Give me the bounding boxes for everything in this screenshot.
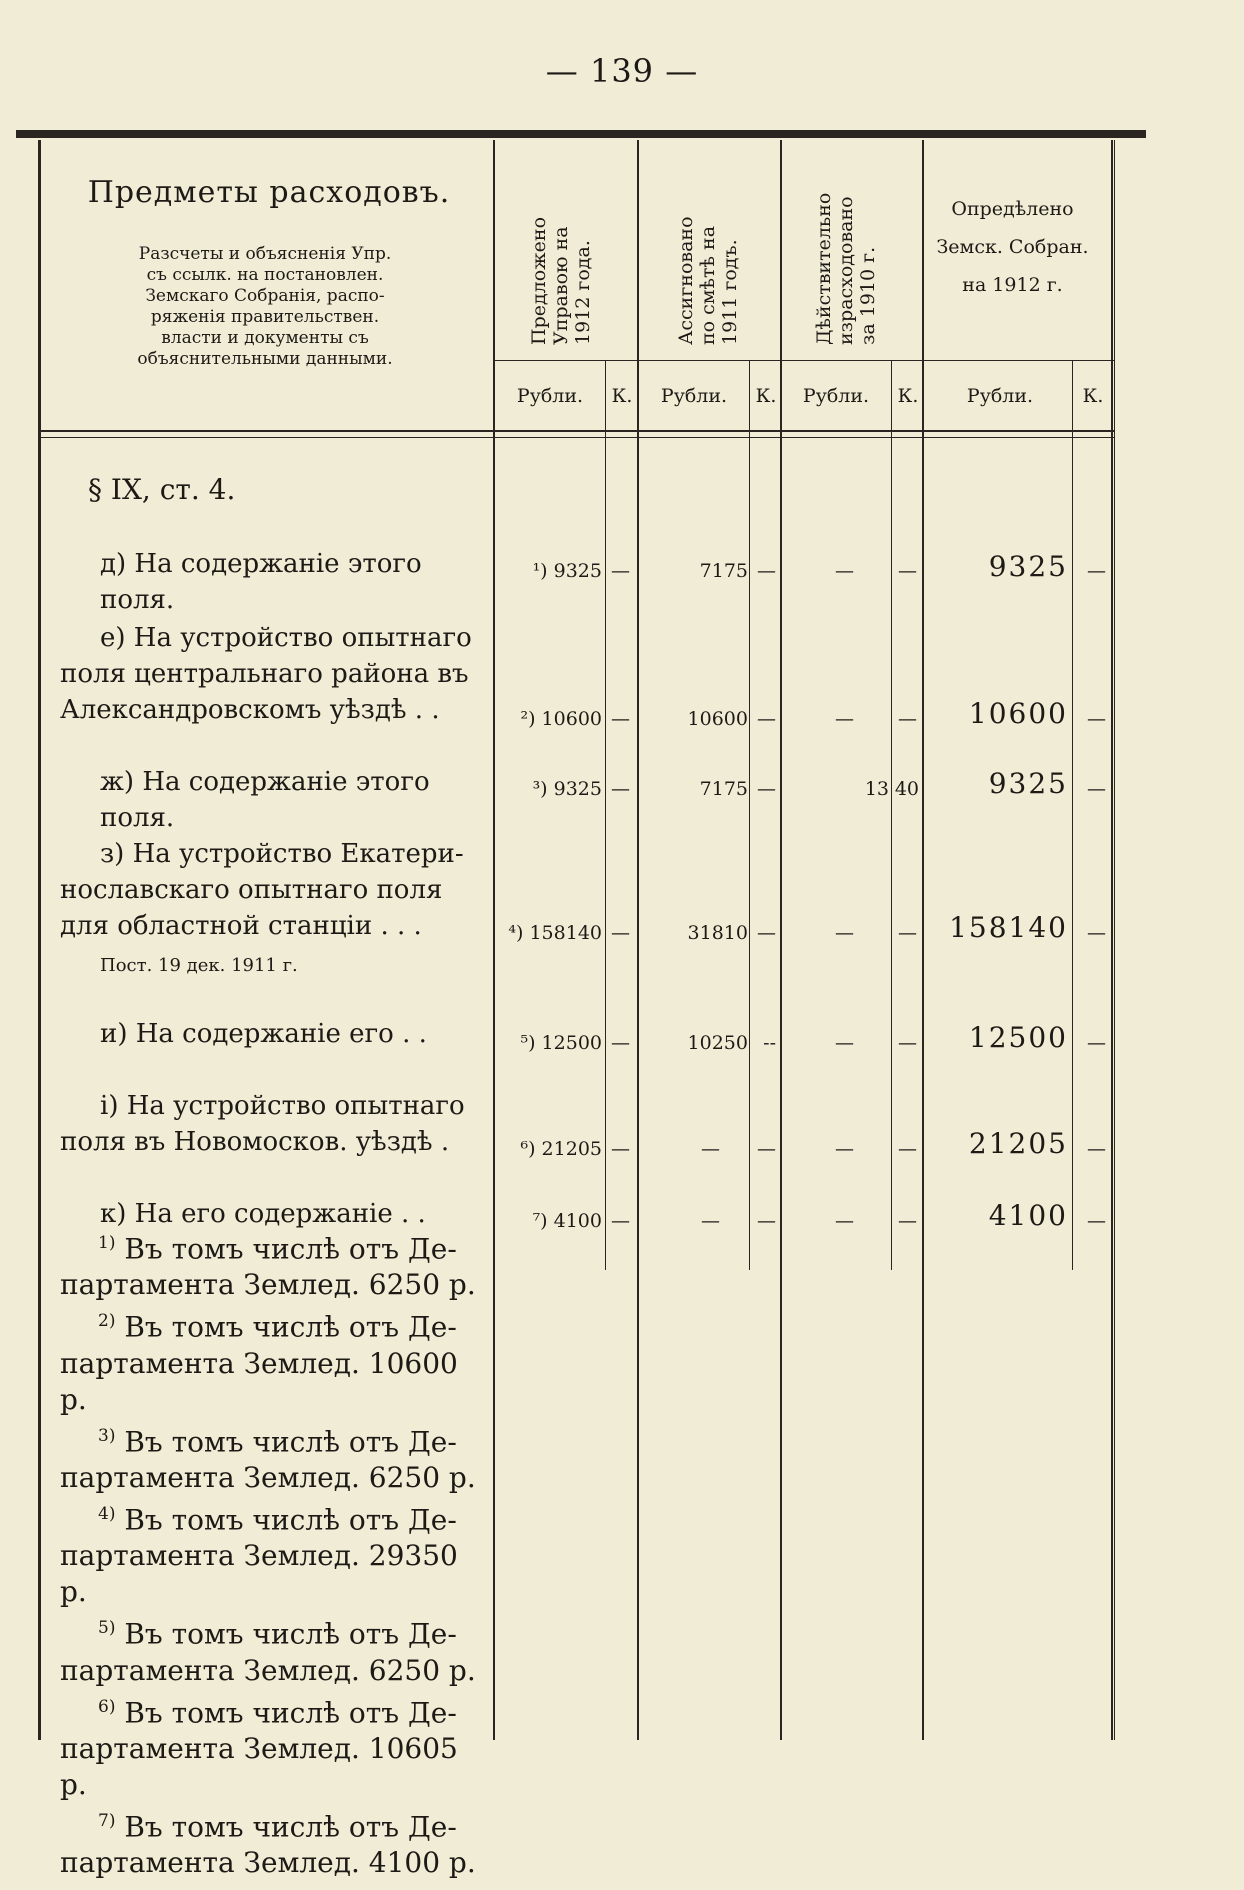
row-description: і) На устройство опытнаго поля въ Новомосков. уѣздѣ . bbox=[60, 1091, 465, 1157]
proposed-kop: — bbox=[611, 1210, 630, 1232]
row-description: е) На устройство опытнаго поля центральнаго района въ Александровскомъ уѣздѣ . . bbox=[60, 623, 472, 725]
unit-rub: Рубли. bbox=[966, 385, 1034, 407]
footnote: $^{1)}$ Въ томъ числѣ отъ Де- bbox=[98, 1232, 457, 1266]
assigned-value: 10600 bbox=[687, 708, 748, 730]
header-spent: Дѣйствительно израсходовано за 1910 г. bbox=[813, 192, 879, 345]
spent-kop: — bbox=[898, 1138, 917, 1160]
spent-value: 13 bbox=[864, 778, 889, 800]
assigned-kop: — bbox=[757, 922, 776, 944]
footnote: $^{5)}$ Въ томъ числѣ отъ Де- bbox=[98, 1617, 457, 1651]
proposed-value: ¹) 9325 bbox=[532, 560, 602, 582]
proposed-value: ⁷) 4100 bbox=[532, 1210, 602, 1232]
header-rule bbox=[38, 430, 1114, 432]
spent-value: — bbox=[835, 708, 854, 730]
unit-kop: К. bbox=[897, 385, 919, 407]
column-rule bbox=[637, 140, 639, 1740]
footnote-cont: партамента Землед. 10600 р. bbox=[60, 1346, 458, 1416]
final-kop: — bbox=[1087, 1032, 1106, 1054]
footnote: $^{2)}$ Въ томъ числѣ отъ Де- bbox=[98, 1310, 457, 1344]
row-description: д) На содержаніе этого поля. bbox=[100, 549, 422, 615]
footnote: $^{7)}$ Въ томъ числѣ отъ Де- bbox=[98, 1810, 457, 1844]
final-kop: — bbox=[1087, 560, 1106, 582]
assigned-kop: -- bbox=[763, 1032, 776, 1054]
final-value: 21205 bbox=[968, 1127, 1068, 1160]
column-rule bbox=[922, 140, 924, 1740]
assigned-kop: — bbox=[757, 1210, 776, 1232]
kopek-rule bbox=[891, 360, 892, 1270]
header-assigned: Ассигновано по смѣтѣ на 1911 годъ. bbox=[675, 216, 741, 345]
final-kop: — bbox=[1087, 922, 1106, 944]
proposed-kop: — bbox=[611, 1032, 630, 1054]
final-value: 4100 bbox=[988, 1199, 1068, 1232]
footnote-cont: партамента Землед. 6250 р. bbox=[60, 1460, 476, 1494]
footnote-cont: партамента Землед. 10605 р. bbox=[60, 1731, 458, 1801]
assigned-kop: — bbox=[757, 708, 776, 730]
footnote: $^{6)}$ Въ томъ числѣ отъ Де- bbox=[98, 1695, 457, 1729]
proposed-value: ⁶) 21205 bbox=[520, 1138, 602, 1160]
row-description: ж) На содержаніе этого поля. bbox=[100, 767, 430, 833]
proposed-kop: — bbox=[611, 778, 630, 800]
assigned-kop: — bbox=[757, 1138, 776, 1160]
row-description: и) На содержаніе его . . bbox=[100, 1019, 427, 1049]
footnotes bbox=[60, 1225, 485, 1881]
row-description: к) На его содержаніе . . bbox=[100, 1199, 426, 1229]
proposed-value: ²) 10600 bbox=[520, 708, 602, 730]
unit-rub: Рубли. bbox=[516, 385, 584, 407]
assigned-kop: — bbox=[757, 560, 776, 582]
proposed-kop: — bbox=[611, 1138, 630, 1160]
row-note: Пост. 19 дек. 1911 г. bbox=[100, 955, 298, 976]
unit-rule bbox=[493, 360, 1114, 361]
final-value: 9325 bbox=[988, 550, 1068, 583]
unit-kop: К. bbox=[755, 385, 777, 407]
final-value: 10600 bbox=[968, 697, 1068, 730]
assigned-value: 7175 bbox=[699, 560, 748, 582]
spent-value: — bbox=[835, 1138, 854, 1160]
final-value: 12500 bbox=[968, 1021, 1068, 1054]
spent-kop: — bbox=[898, 1210, 917, 1232]
footnote-cont: партамента Землед. 4100 р. bbox=[60, 1846, 476, 1880]
assigned-value: 10250 bbox=[687, 1032, 748, 1054]
unit-kop: К. bbox=[611, 385, 633, 407]
column-rule bbox=[780, 140, 782, 1740]
spent-kop: — bbox=[898, 922, 917, 944]
header-final: Опредѣлено Земск. Собран. на 1912 г. bbox=[936, 198, 1089, 296]
footnote-cont: партамента Землед. 6250 р. bbox=[60, 1268, 476, 1302]
kopek-rule bbox=[749, 360, 750, 1270]
spent-value: — bbox=[835, 560, 854, 582]
footnote-cont: партамента Землед. 29350 р. bbox=[60, 1539, 458, 1609]
footnote-cont: партамента Землед. 6250 р. bbox=[60, 1653, 476, 1687]
kopek-rule bbox=[605, 360, 606, 1270]
proposed-kop: — bbox=[611, 922, 630, 944]
proposed-value: ³) 9325 bbox=[532, 778, 602, 800]
header-proposed: Предложено Управою на 1912 года. bbox=[528, 216, 594, 345]
final-kop: — bbox=[1087, 778, 1106, 800]
spent-value: — bbox=[835, 1210, 854, 1232]
row-description: з) На устройство Екатери- нославскаго опытнаго поля для областной станціи . . . bbox=[60, 839, 464, 941]
column-rule bbox=[1111, 140, 1113, 1740]
header-subtitle: Разсчеты и объясненія Упр. съ ссылк. на постановлен. Земскаго Собранія, распо- ряженія правительствен. власти и документы съ объяснительными данными. bbox=[137, 244, 393, 369]
proposed-kop: — bbox=[611, 560, 630, 582]
assigned-value: 7175 bbox=[699, 778, 748, 800]
spent-kop: 40 bbox=[894, 778, 919, 800]
final-kop: — bbox=[1087, 1210, 1106, 1232]
header-title: Предметы расходовъ. bbox=[87, 175, 451, 210]
assigned-kop: — bbox=[757, 778, 776, 800]
kopek-rule bbox=[1072, 360, 1073, 1270]
proposed-kop: — bbox=[611, 708, 630, 730]
proposed-value: ⁵) 12500 bbox=[520, 1032, 602, 1054]
column-rule bbox=[493, 140, 495, 1740]
unit-kop: К. bbox=[1082, 385, 1104, 407]
column-rule bbox=[40, 140, 41, 1740]
spent-value: — bbox=[835, 922, 854, 944]
unit-rub: Рубли. bbox=[660, 385, 728, 407]
column-rule bbox=[1114, 140, 1115, 1740]
final-kop: — bbox=[1087, 708, 1106, 730]
spent-kop: — bbox=[898, 1032, 917, 1054]
top-rule bbox=[16, 130, 1146, 138]
assigned-value: — bbox=[701, 1210, 720, 1232]
spent-kop: — bbox=[898, 708, 917, 730]
header-rule bbox=[38, 437, 1114, 438]
footnote: $^{3)}$ Въ томъ числѣ отъ Де- bbox=[98, 1424, 457, 1458]
final-value: 9325 bbox=[988, 767, 1068, 800]
final-value: 158140 bbox=[949, 911, 1068, 944]
assigned-value: — bbox=[701, 1138, 720, 1160]
spent-value: — bbox=[835, 1032, 854, 1054]
unit-rub: Рубли. bbox=[802, 385, 870, 407]
proposed-value: ⁴) 158140 bbox=[508, 922, 602, 944]
footnote: $^{4)}$ Въ томъ числѣ отъ Де- bbox=[98, 1503, 457, 1537]
final-kop: — bbox=[1087, 1138, 1106, 1160]
page-number: — 139 — bbox=[545, 52, 699, 90]
assigned-value: 31810 bbox=[687, 922, 748, 944]
spent-kop: — bbox=[898, 560, 917, 582]
section-heading: § IX, ст. 4. bbox=[88, 473, 236, 506]
